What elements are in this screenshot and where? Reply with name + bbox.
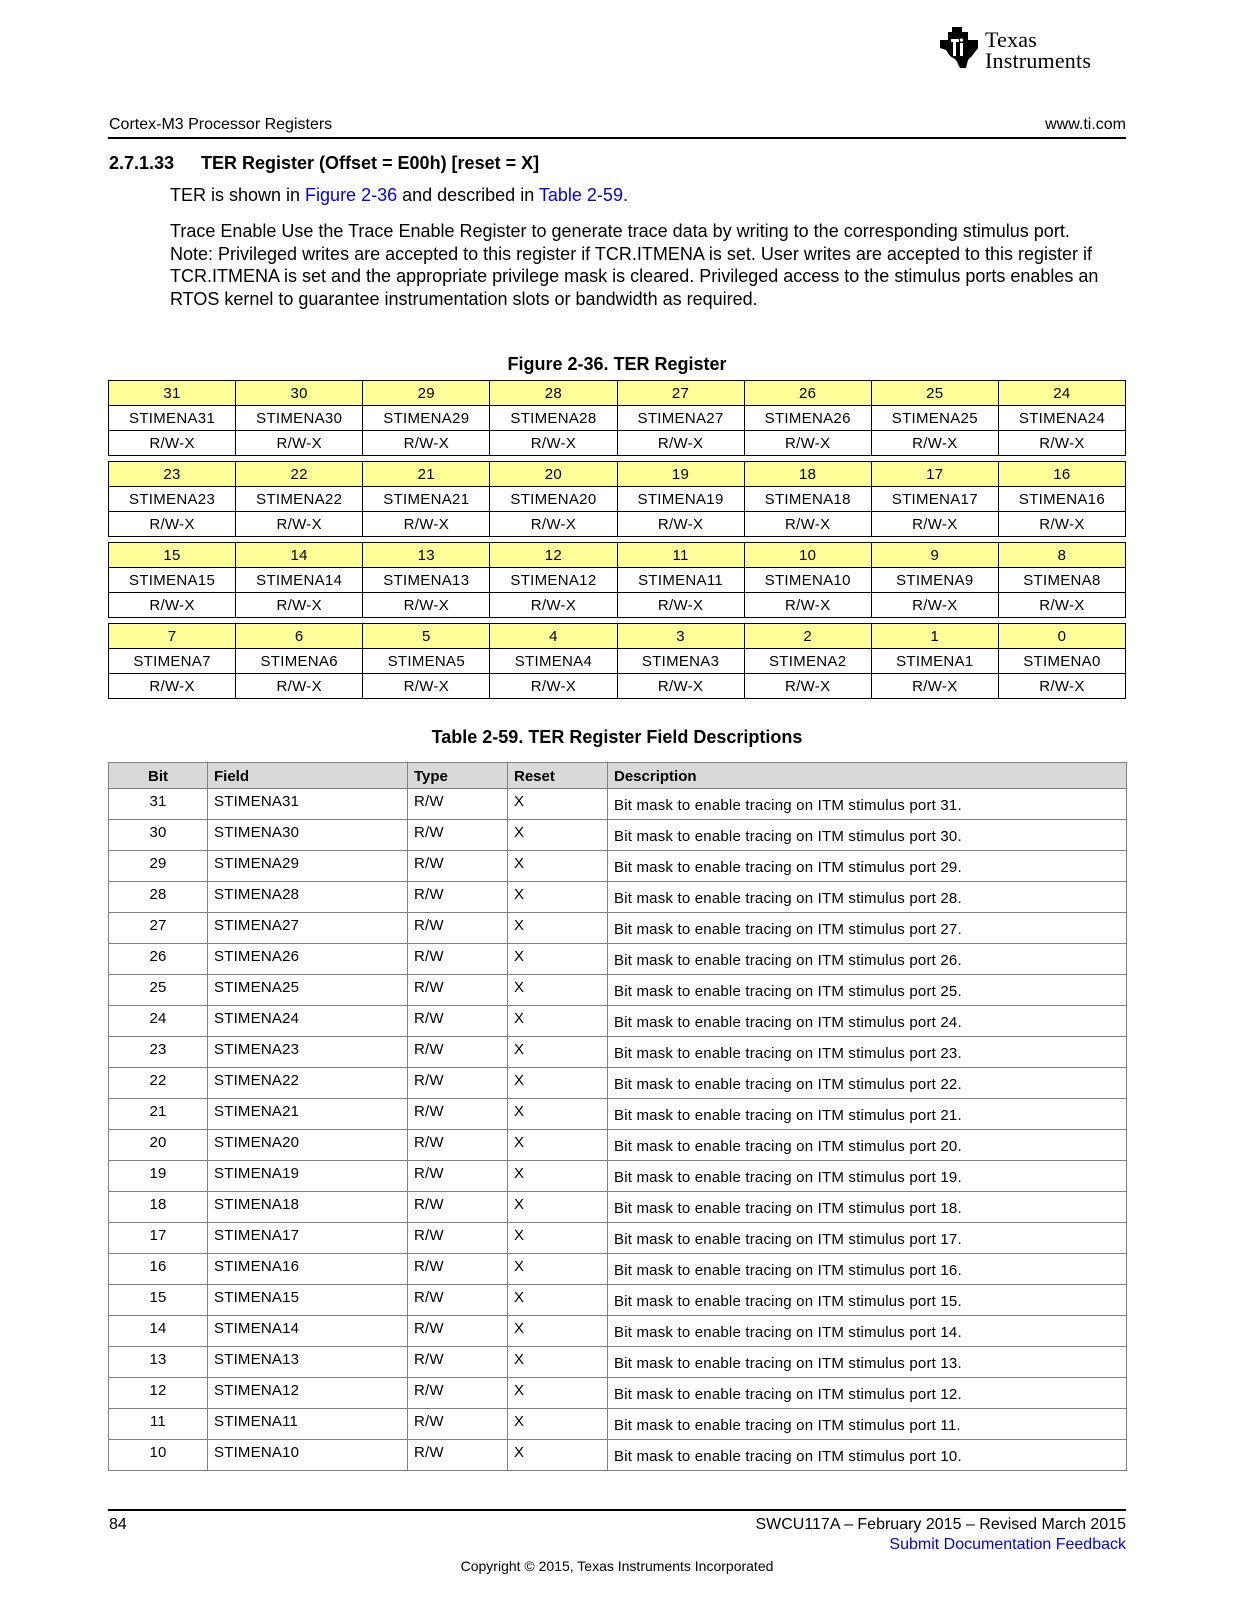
register-access: R/W-X	[363, 512, 490, 537]
register-access: R/W-X	[490, 674, 617, 699]
cell-reset: X	[508, 1161, 608, 1192]
register-bit-number: 21	[363, 462, 490, 487]
intro-middle: and described in	[397, 185, 539, 205]
col-header-reset: Reset	[508, 763, 608, 789]
register-access-row	[109, 593, 1126, 618]
table-row	[109, 975, 1127, 1006]
cell-field: STIMENA22	[208, 1068, 408, 1099]
register-field-name: STIMENA18	[744, 487, 871, 512]
feedback-link[interactable]: Submit Documentation Feedback	[889, 1536, 1126, 1553]
table-row	[109, 1006, 1127, 1037]
cell-type: R/W	[408, 1037, 508, 1068]
ti-logo	[938, 26, 1128, 72]
cell-description: Bit mask to enable tracing on ITM stimulus port 27.	[608, 913, 1127, 944]
register-field-name: STIMENA4	[490, 649, 617, 674]
cell-reset: X	[508, 1130, 608, 1161]
cell-type: R/W	[408, 913, 508, 944]
table-row	[109, 1347, 1127, 1378]
register-bit-number: 26	[744, 381, 871, 406]
register-diagram	[108, 380, 1126, 699]
register-bit-number: 20	[490, 462, 617, 487]
cell-type: R/W	[408, 851, 508, 882]
register-access-row	[109, 674, 1126, 699]
cell-field: STIMENA11	[208, 1409, 408, 1440]
register-bit-number: 1	[871, 624, 998, 649]
register-bits-row	[109, 624, 1126, 649]
register-field-name: STIMENA9	[871, 568, 998, 593]
cell-reset: X	[508, 882, 608, 913]
cell-bit: 17	[109, 1223, 208, 1254]
cell-type: R/W	[408, 975, 508, 1006]
register-field-name: STIMENA31	[109, 406, 236, 431]
table-row	[109, 1130, 1127, 1161]
cell-bit: 25	[109, 975, 208, 1006]
cell-description: Bit mask to enable tracing on ITM stimulus port 10.	[608, 1440, 1127, 1471]
register-access: R/W-X	[236, 431, 363, 456]
cell-description: Bit mask to enable tracing on ITM stimulus port 29.	[608, 851, 1127, 882]
register-access: R/W-X	[998, 512, 1125, 537]
running-header-title: Cortex-M3 Processor Registers	[109, 116, 333, 133]
register-names-row	[109, 568, 1126, 593]
register-bit-number: 29	[363, 381, 490, 406]
register-field-name: STIMENA26	[744, 406, 871, 431]
register-field-name: STIMENA8	[998, 568, 1125, 593]
register-bit-number: 11	[617, 543, 744, 568]
register-field-name: STIMENA29	[363, 406, 490, 431]
cell-bit: 20	[109, 1130, 208, 1161]
register-access: R/W-X	[744, 512, 871, 537]
cell-description: Bit mask to enable tracing on ITM stimulus port 24.	[608, 1006, 1127, 1037]
register-field-name: STIMENA27	[617, 406, 744, 431]
table-row	[109, 1192, 1127, 1223]
running-header-url[interactable]: www.ti.com	[1045, 116, 1126, 133]
intro-sentence	[170, 185, 628, 206]
register-access: R/W-X	[236, 674, 363, 699]
cell-field: STIMENA13	[208, 1347, 408, 1378]
register-names-row	[109, 406, 1126, 431]
register-bit-number: 2	[744, 624, 871, 649]
register-access: R/W-X	[236, 593, 363, 618]
cell-description: Bit mask to enable tracing on ITM stimulus port 31.	[608, 789, 1127, 820]
cell-reset: X	[508, 1099, 608, 1130]
register-bits-row	[109, 381, 1126, 406]
register-field-name: STIMENA1	[871, 649, 998, 674]
cell-bit: 14	[109, 1316, 208, 1347]
cell-reset: X	[508, 1037, 608, 1068]
register-field-name: STIMENA3	[617, 649, 744, 674]
cell-type: R/W	[408, 1223, 508, 1254]
cell-reset: X	[508, 1254, 608, 1285]
register-field-name: STIMENA7	[109, 649, 236, 674]
copyright: Copyright © 2015, Texas Instruments Incorporated	[460, 1558, 774, 1574]
cell-bit: 12	[109, 1378, 208, 1409]
cell-type: R/W	[408, 1409, 508, 1440]
register-field-name: STIMENA19	[617, 487, 744, 512]
table-row	[109, 882, 1127, 913]
cell-bit: 28	[109, 882, 208, 913]
register-access: R/W-X	[236, 512, 363, 537]
register-access: R/W-X	[871, 431, 998, 456]
register-field-name: STIMENA12	[490, 568, 617, 593]
col-header-field: Field	[208, 763, 408, 789]
cell-field: STIMENA16	[208, 1254, 408, 1285]
register-bit-number: 12	[490, 543, 617, 568]
register-bit-number: 13	[363, 543, 490, 568]
register-bit-number: 10	[744, 543, 871, 568]
table-row	[109, 1316, 1127, 1347]
table-row	[109, 1440, 1127, 1471]
cell-reset: X	[508, 1440, 608, 1471]
register-bit-number: 3	[617, 624, 744, 649]
register-bit-number: 18	[744, 462, 871, 487]
register-access: R/W-X	[109, 593, 236, 618]
cell-bit: 24	[109, 1006, 208, 1037]
cell-field: STIMENA28	[208, 882, 408, 913]
cell-type: R/W	[408, 1068, 508, 1099]
cell-description: Bit mask to enable tracing on ITM stimulus port 16.	[608, 1254, 1127, 1285]
register-access: R/W-X	[109, 512, 236, 537]
cell-field: STIMENA23	[208, 1037, 408, 1068]
cell-field: STIMENA17	[208, 1223, 408, 1254]
register-access-row	[109, 431, 1126, 456]
table-row	[109, 1378, 1127, 1409]
register-access: R/W-X	[871, 674, 998, 699]
register-access: R/W-X	[998, 593, 1125, 618]
table-row	[109, 789, 1127, 820]
register-bit-number: 0	[998, 624, 1125, 649]
cell-bit: 26	[109, 944, 208, 975]
cell-description: Bit mask to enable tracing on ITM stimulus port 11.	[608, 1409, 1127, 1440]
cell-description: Bit mask to enable tracing on ITM stimulus port 12.	[608, 1378, 1127, 1409]
register-field-name: STIMENA16	[998, 487, 1125, 512]
register-bit-number: 15	[109, 543, 236, 568]
table-link[interactable]: Table 2-59	[538, 185, 623, 205]
cell-reset: X	[508, 975, 608, 1006]
cell-type: R/W	[408, 1192, 508, 1223]
cell-type: R/W	[408, 820, 508, 851]
cell-field: STIMENA21	[208, 1099, 408, 1130]
table-row	[109, 1223, 1127, 1254]
cell-bit: 15	[109, 1285, 208, 1316]
cell-reset: X	[508, 944, 608, 975]
page-number: 84	[109, 1516, 127, 1533]
register-access: R/W-X	[490, 512, 617, 537]
register-field-name: STIMENA15	[109, 568, 236, 593]
cell-field: STIMENA12	[208, 1378, 408, 1409]
register-bit-number: 6	[236, 624, 363, 649]
cell-field: STIMENA27	[208, 913, 408, 944]
cell-description: Bit mask to enable tracing on ITM stimulus port 25.	[608, 975, 1127, 1006]
register-bit-number: 7	[109, 624, 236, 649]
register-access: R/W-X	[617, 674, 744, 699]
cell-type: R/W	[408, 1130, 508, 1161]
register-bits-row	[109, 462, 1126, 487]
cell-field: STIMENA15	[208, 1285, 408, 1316]
register-bit-number: 14	[236, 543, 363, 568]
register-access: R/W-X	[998, 431, 1125, 456]
register-field-name: STIMENA5	[363, 649, 490, 674]
cell-reset: X	[508, 1006, 608, 1037]
register-field-name: STIMENA25	[871, 406, 998, 431]
intro-suffix: .	[622, 185, 628, 205]
cell-description: Bit mask to enable tracing on ITM stimulus port 17.	[608, 1223, 1127, 1254]
section-heading	[109, 153, 539, 174]
register-field-name: STIMENA20	[490, 487, 617, 512]
register-access: R/W-X	[744, 593, 871, 618]
table-row	[109, 944, 1127, 975]
register-access: R/W-X	[490, 431, 617, 456]
cell-field: STIMENA19	[208, 1161, 408, 1192]
register-bit-number: 17	[871, 462, 998, 487]
cell-description: Bit mask to enable tracing on ITM stimulus port 26.	[608, 944, 1127, 975]
table-header-row	[109, 763, 1127, 789]
cell-bit: 30	[109, 820, 208, 851]
cell-field: STIMENA18	[208, 1192, 408, 1223]
cell-type: R/W	[408, 1440, 508, 1471]
cell-type: R/W	[408, 944, 508, 975]
cell-field: STIMENA25	[208, 975, 408, 1006]
table-row	[109, 851, 1127, 882]
cell-type: R/W	[408, 1099, 508, 1130]
cell-field: STIMENA29	[208, 851, 408, 882]
register-access: R/W-X	[109, 431, 236, 456]
register-description: Trace Enable Use the Trace Enable Register to generate trace data by writing to the corresponding stimulus port. Note: Privileged writes are accepted to this register if TCR.ITMENA is set. User writes are accepted to this register if TCR.ITMENA is set and the appropriate privilege mask is cleared. Privileged access to the stimulus ports enables an RTOS kernel to guarantee instrumentation slots or bandwidth as required.	[170, 221, 1099, 309]
register-field-name: STIMENA22	[236, 487, 363, 512]
cell-bit: 11	[109, 1409, 208, 1440]
table-row	[109, 1068, 1127, 1099]
table-row	[109, 1161, 1127, 1192]
ti-state-logo-icon	[938, 26, 980, 70]
cell-description: Bit mask to enable tracing on ITM stimulus port 18.	[608, 1192, 1127, 1223]
cell-description: Bit mask to enable tracing on ITM stimulus port 15.	[608, 1285, 1127, 1316]
cell-field: STIMENA14	[208, 1316, 408, 1347]
cell-field: STIMENA31	[208, 789, 408, 820]
register-bit-number: 19	[617, 462, 744, 487]
register-bit-number: 31	[109, 381, 236, 406]
cell-reset: X	[508, 1316, 608, 1347]
cell-bit: 27	[109, 913, 208, 944]
table-row	[109, 820, 1127, 851]
register-field-name: STIMENA11	[617, 568, 744, 593]
register-bit-number: 16	[998, 462, 1125, 487]
cell-field: STIMENA10	[208, 1440, 408, 1471]
register-bit-number: 23	[109, 462, 236, 487]
cell-bit: 18	[109, 1192, 208, 1223]
cell-field: STIMENA20	[208, 1130, 408, 1161]
cell-bit: 13	[109, 1347, 208, 1378]
register-field-name: STIMENA14	[236, 568, 363, 593]
register-field-name: STIMENA10	[744, 568, 871, 593]
cell-field: STIMENA24	[208, 1006, 408, 1037]
register-access-row	[109, 512, 1126, 537]
table-row	[109, 913, 1127, 944]
cell-description: Bit mask to enable tracing on ITM stimulus port 19.	[608, 1161, 1127, 1192]
figure-caption: Figure 2-36. TER Register	[507, 354, 727, 374]
cell-reset: X	[508, 1192, 608, 1223]
cell-field: STIMENA30	[208, 820, 408, 851]
cell-reset: X	[508, 913, 608, 944]
register-access: R/W-X	[998, 674, 1125, 699]
register-field-name: STIMENA23	[109, 487, 236, 512]
cell-reset: X	[508, 851, 608, 882]
brand-line2: Instruments	[985, 48, 1092, 73]
cell-type: R/W	[408, 1161, 508, 1192]
register-access: R/W-X	[617, 593, 744, 618]
cell-description: Bit mask to enable tracing on ITM stimulus port 21.	[608, 1099, 1127, 1130]
cell-reset: X	[508, 1347, 608, 1378]
cell-description: Bit mask to enable tracing on ITM stimulus port 28.	[608, 882, 1127, 913]
cell-type: R/W	[408, 789, 508, 820]
table-row	[109, 1409, 1127, 1440]
cell-bit: 29	[109, 851, 208, 882]
register-access: R/W-X	[744, 431, 871, 456]
col-header-type: Type	[408, 763, 508, 789]
register-bit-number: 8	[998, 543, 1125, 568]
header-divider	[108, 137, 1126, 139]
register-field-name: STIMENA0	[998, 649, 1125, 674]
cell-bit: 19	[109, 1161, 208, 1192]
cell-bit: 31	[109, 789, 208, 820]
section-title: TER Register (Offset = E00h) [reset = X]	[201, 153, 540, 173]
col-header-bit: Bit	[109, 763, 208, 789]
cell-description: Bit mask to enable tracing on ITM stimulus port 20.	[608, 1130, 1127, 1161]
register-access: R/W-X	[363, 431, 490, 456]
cell-bit: 16	[109, 1254, 208, 1285]
register-access: R/W-X	[109, 674, 236, 699]
cell-bit: 23	[109, 1037, 208, 1068]
table-row	[109, 1037, 1127, 1068]
register-field-name: STIMENA6	[236, 649, 363, 674]
document-id: SWCU117A – February 2015 – Revised March 2015	[755, 1516, 1126, 1533]
cell-type: R/W	[408, 1285, 508, 1316]
cell-reset: X	[508, 789, 608, 820]
cell-type: R/W	[408, 1006, 508, 1037]
register-field-name: STIMENA13	[363, 568, 490, 593]
register-access: R/W-X	[617, 512, 744, 537]
register-access: R/W-X	[490, 593, 617, 618]
register-field-name: STIMENA24	[998, 406, 1125, 431]
cell-type: R/W	[408, 1378, 508, 1409]
col-header-description: Description	[608, 763, 1127, 789]
register-bit-number: 28	[490, 381, 617, 406]
cell-type: R/W	[408, 1254, 508, 1285]
table-caption: Table 2-59. TER Register Field Descriptions	[431, 727, 803, 747]
register-access: R/W-X	[744, 674, 871, 699]
field-descriptions-table	[108, 762, 1127, 1471]
cell-type: R/W	[408, 1316, 508, 1347]
figure-link[interactable]: Figure 2-36	[305, 185, 398, 205]
register-field-name: STIMENA21	[363, 487, 490, 512]
cell-description: Bit mask to enable tracing on ITM stimulus port 30.	[608, 820, 1127, 851]
register-field-name: STIMENA2	[744, 649, 871, 674]
cell-type: R/W	[408, 1347, 508, 1378]
cell-bit: 10	[109, 1440, 208, 1471]
register-access: R/W-X	[363, 674, 490, 699]
cell-reset: X	[508, 1223, 608, 1254]
cell-reset: X	[508, 1378, 608, 1409]
cell-reset: X	[508, 1409, 608, 1440]
register-bit-number: 30	[236, 381, 363, 406]
register-field-name: STIMENA30	[236, 406, 363, 431]
register-bit-number: 9	[871, 543, 998, 568]
table-row	[109, 1254, 1127, 1285]
register-access: R/W-X	[363, 593, 490, 618]
register-bit-number: 22	[236, 462, 363, 487]
brand-line1: Texas	[985, 27, 1037, 52]
register-bit-number: 24	[998, 381, 1125, 406]
cell-description: Bit mask to enable tracing on ITM stimulus port 13.	[608, 1347, 1127, 1378]
cell-reset: X	[508, 1285, 608, 1316]
register-field-name: STIMENA28	[490, 406, 617, 431]
cell-description: Bit mask to enable tracing on ITM stimulus port 22.	[608, 1068, 1127, 1099]
register-bit-number: 4	[490, 624, 617, 649]
cell-bit: 22	[109, 1068, 208, 1099]
register-bits-row	[109, 543, 1126, 568]
table-row	[109, 1099, 1127, 1130]
cell-type: R/W	[408, 882, 508, 913]
register-bit-number: 5	[363, 624, 490, 649]
footer-divider	[108, 1509, 1126, 1511]
cell-field: STIMENA26	[208, 944, 408, 975]
register-names-row	[109, 487, 1126, 512]
register-bit-number: 25	[871, 381, 998, 406]
section-number: 2.7.1.33	[109, 153, 175, 173]
cell-reset: X	[508, 1068, 608, 1099]
cell-reset: X	[508, 820, 608, 851]
register-access: R/W-X	[617, 431, 744, 456]
table-row	[109, 1285, 1127, 1316]
cell-bit: 21	[109, 1099, 208, 1130]
register-access: R/W-X	[871, 512, 998, 537]
register-access: R/W-X	[871, 593, 998, 618]
register-field-name: STIMENA17	[871, 487, 998, 512]
register-bit-number: 27	[617, 381, 744, 406]
cell-description: Bit mask to enable tracing on ITM stimulus port 23.	[608, 1037, 1127, 1068]
intro-prefix: TER is shown in	[170, 185, 306, 205]
register-names-row	[109, 649, 1126, 674]
cell-description: Bit mask to enable tracing on ITM stimulus port 14.	[608, 1316, 1127, 1347]
